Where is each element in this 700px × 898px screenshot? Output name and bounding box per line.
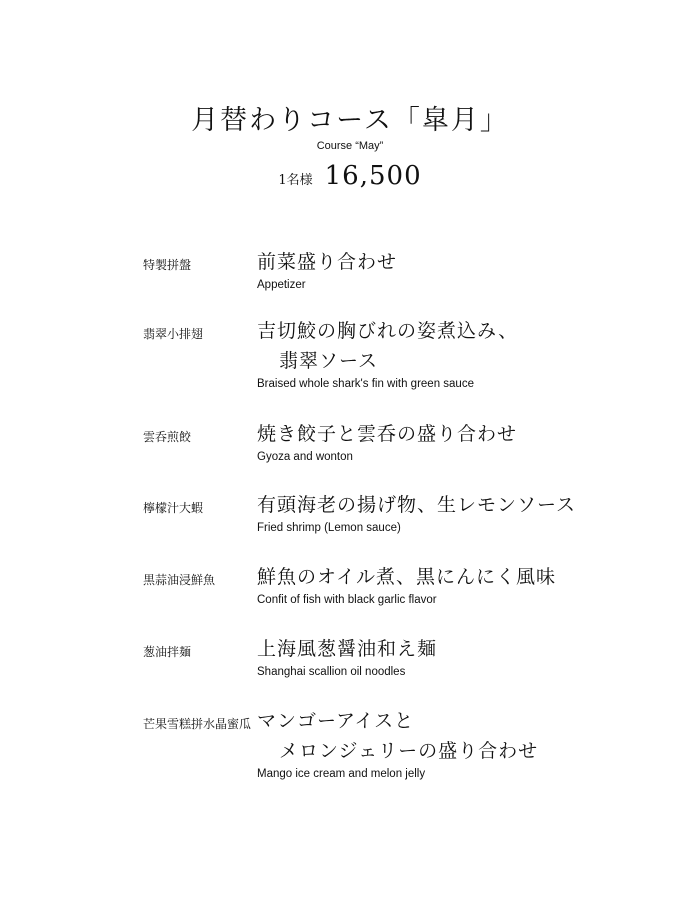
course-japanese-line2: 翡翠ソース (279, 350, 379, 372)
course-english-name: Mango ice cream and melon jelly (257, 768, 426, 780)
price-label: 1名様 (278, 173, 313, 188)
course-japanese-line1: 焼き餃子と雲呑の盛り合わせ (257, 423, 518, 445)
course-japanese-name (257, 490, 576, 520)
course-chinese-name: 特製拼盤 (143, 258, 192, 272)
course-english-name: Gyoza and wonton (257, 451, 353, 463)
course-japanese-name (257, 419, 517, 449)
menu-title: 月替わりコース「皐月」 (191, 105, 509, 136)
course-japanese-line1: 上海風葱醤油和え麺 (257, 638, 438, 660)
course-japanese-name (257, 247, 397, 277)
course-english-name: Shanghai scallion oil noodles (257, 666, 406, 678)
course-japanese-name (257, 316, 518, 376)
course-english-name: Confit of fish with black garlic flavor (257, 594, 437, 606)
course-japanese-line1: 吉切鮫の胸びれの姿煮込み、 (257, 320, 519, 342)
course-english-name: Appetizer (257, 279, 306, 291)
course-japanese-name (257, 562, 556, 592)
menu-subtitle: Course “May” (316, 140, 384, 152)
course-chinese-name: 黒蒜油浸鮮魚 (143, 573, 216, 587)
price-row (0, 158, 700, 199)
course-japanese-line1: マンゴーアイスと (257, 710, 415, 732)
course-chinese-name: 翡翠小排翅 (143, 327, 204, 341)
course-japanese-line1: 有頭海老の揚げ物、生レモンソース (257, 494, 577, 516)
course-chinese-name: 雲呑煎餃 (143, 430, 192, 444)
price-value: 16,500 (324, 161, 422, 191)
course-japanese-line1: 前菜盛り合わせ (257, 251, 398, 273)
course-japanese-line2: メロンジェリーの盛り合わせ (279, 740, 539, 762)
course-chinese-name: 芒果雪糕拼水晶蜜瓜 (143, 717, 252, 731)
course-english-name: Braised whole shark's fin with green sauce (257, 378, 474, 390)
course-japanese-line1: 鮮魚のオイル煮、黒にんにく風味 (257, 566, 557, 588)
course-japanese-name (257, 634, 437, 664)
course-english-name: Fried shrimp (Lemon sauce) (257, 522, 401, 534)
course-japanese-name (257, 706, 538, 766)
course-chinese-name: 葱油拌麺 (143, 645, 192, 659)
course-chinese-name: 檸檬汁大蝦 (143, 501, 204, 515)
